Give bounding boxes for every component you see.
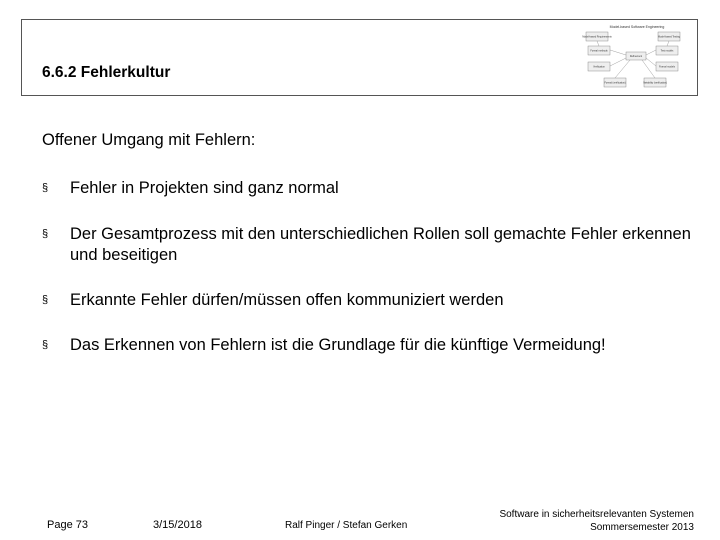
bullet-text: Der Gesamtprozess mit den unterschiedlichen Rollen soll gemachte Fehler erkennen und beseitigen: [70, 225, 691, 264]
thumb-box-label: Variability (verification): [643, 81, 667, 85]
thumb-box-label: Formal methods: [590, 49, 608, 53]
bullet-text: Fehler in Projekten sind ganz normal: [70, 179, 339, 197]
thumb-box-label: Test models: [660, 49, 674, 53]
list-item: [42, 224, 692, 266]
thumb-box-label: Model-based Testing: [657, 35, 681, 39]
slide-title: 6.6.2 Fehlerkultur: [42, 64, 171, 81]
thumb-box-label: Formal models: [659, 65, 675, 69]
bullet-marker: §: [42, 339, 49, 351]
process-diagram-thumbnail: [582, 22, 692, 94]
bullet-marker: §: [42, 182, 49, 194]
authors: Ralf Pinger / Stefan Gerken: [285, 520, 408, 531]
list-item: [42, 335, 692, 356]
page-number: Page 73: [47, 519, 88, 531]
bullet-marker: §: [42, 294, 49, 306]
bullet-text: Das Erkennen von Fehlern ist die Grundlage für die künftige Vermeidung!: [70, 336, 606, 354]
thumb-top-label: Model-based Software Engineering: [609, 25, 665, 29]
list-item: [42, 178, 692, 199]
thumb-box-label: Verification: [593, 65, 605, 69]
thumb-box-label: Model-based Requirements: [582, 35, 612, 39]
thumb-box-label: Refinement: [629, 55, 643, 58]
slide-date: 3/15/2018: [153, 519, 202, 531]
bullet-marker: §: [42, 228, 49, 240]
course-semester: Sommersemester 2013: [590, 521, 694, 533]
thumb-box-label: Formal (verification): [604, 81, 626, 85]
course-info: [499, 509, 694, 534]
bullet-list: [42, 178, 692, 356]
list-item: [42, 290, 692, 311]
intro-text: Offener Umgang mit Fehlern:: [42, 131, 256, 149]
bullet-text: Erkannte Fehler dürfen/müssen offen kommuniziert werden: [70, 291, 504, 309]
course-title: Software in sicherheitsrelevanten Systemen: [499, 509, 694, 520]
